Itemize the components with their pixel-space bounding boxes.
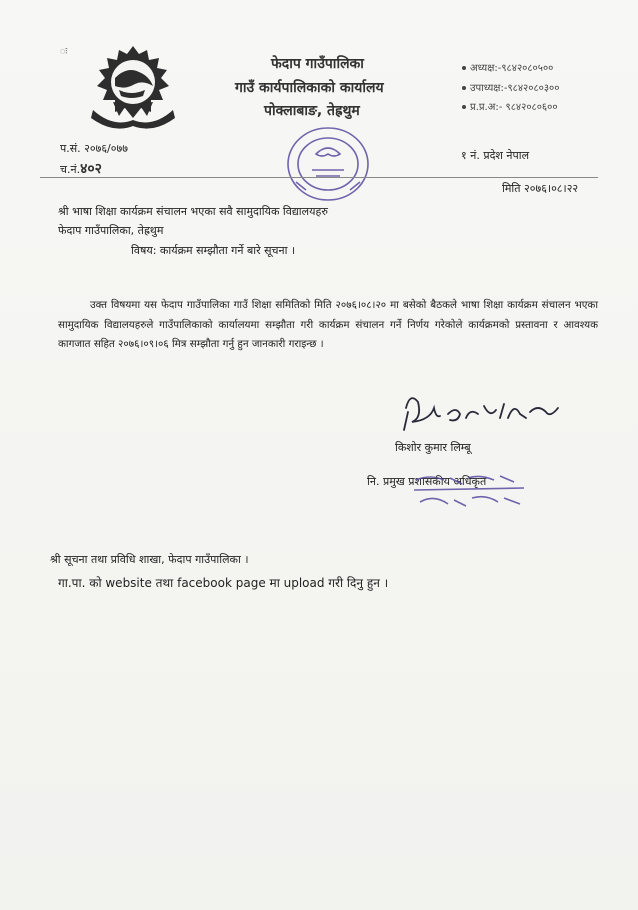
officer-stamp <box>410 464 528 524</box>
letter-body: उक्त विषयमा यस फेदाप गाउँपालिका गाउँ शिक्षा समितिको मिति २०७६।०८।२० मा बसेको बैठकले भाषा शिक्षा कार्यक्रम संचालन भएका सामुदायिक विद्यालयहरुले गाउँपालिकाको कार्यालयमा सम्झौता गरी कार्यक्रम संचालन गर्ने निर्णय गरेकोले कार्यक्रमको प्रस्तावना र आवश्यक कागजात सहित २०७६।०९।०६ मित्र सम्झौता गर्नु हुन जानकारी गराइन्छ । <box>58 299 598 350</box>
contact-vice-chairperson: उपाध्यक्ष:-९८४२०८०३०० <box>462 80 559 94</box>
bullet-icon <box>462 66 466 70</box>
header-divider <box>40 177 598 178</box>
letter-date: मिति २०७६।०८।२२ <box>502 182 579 195</box>
contact-chairperson: अध्यक्ष:-९८४२०८०५०० <box>462 60 553 74</box>
bullet-icon <box>462 86 466 90</box>
cc-instruction: गा.पा. को website तथा facebook page मा upload गरी दिनु हुन । <box>58 576 389 590</box>
cc-recipient: श्री सूचना तथा प्रविधि शाखा, फेदाप गाउँपालिका । <box>50 553 249 566</box>
signatory-name: किशोर कुमार लिम्बू <box>395 441 471 454</box>
province-label: १ नं. प्रदेश नेपाल <box>461 149 530 162</box>
corner-mark: ः <box>60 47 68 57</box>
office-name: गाउँ कार्यपालिकाको कार्यालय <box>235 80 384 96</box>
office-stamp <box>282 124 374 206</box>
letter-subject: विषय: कार्यक्रम सम्झौता गर्ने बारे सूचना । <box>131 244 296 257</box>
recipient-line-1: श्री भाषा शिक्षा कार्यक्रम संचालन भएका सवै सामुदायिक विद्यालयहरु <box>58 205 328 218</box>
handwritten-signature <box>400 378 566 438</box>
letter-ref-number: प.सं. २०७६/०७७ <box>60 142 128 155</box>
signatory-title: नि. प्रमुख प्रशासकीय अधिकृत <box>367 475 487 488</box>
recipient-line-2: फेदाप गाउँपालिका, तेह्रथुम <box>58 224 164 237</box>
contact-cao: प्र.प्र.अ:- ९८४२०८०६०० <box>462 99 558 113</box>
office-address: पोक्लाबाङ, तेह्रथुम <box>264 103 360 119</box>
dispatch-number: च.नं.४०२ <box>60 161 102 177</box>
dispatch-number-value: ४०२ <box>80 161 102 177</box>
nepal-emblem-icon <box>83 40 183 132</box>
municipality-name: फेदाप गाउँपालिका <box>271 56 364 72</box>
bullet-icon <box>462 105 466 109</box>
